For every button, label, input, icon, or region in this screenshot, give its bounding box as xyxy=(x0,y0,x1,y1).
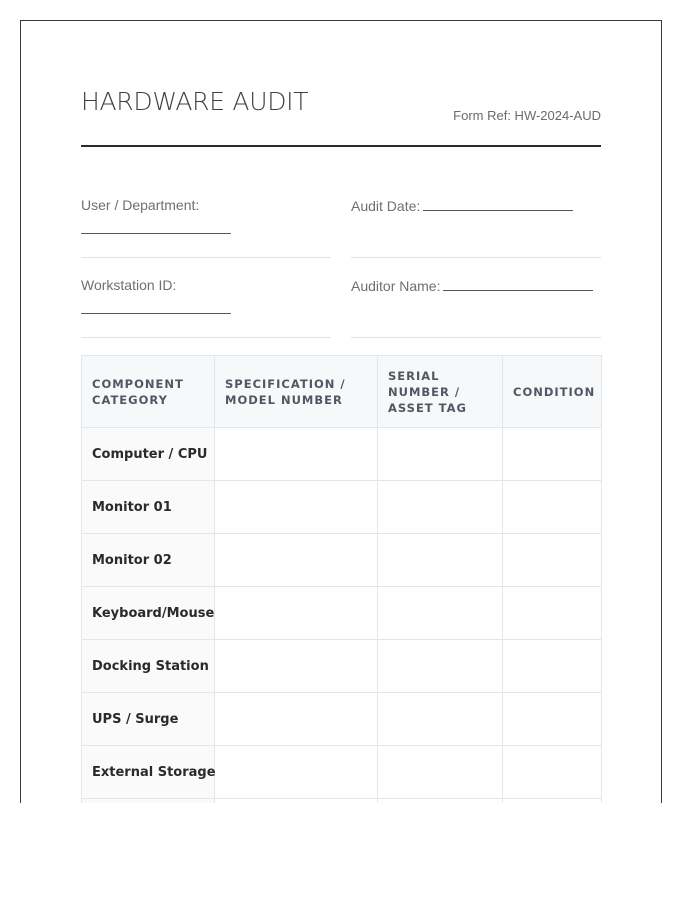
serial-number-cell[interactable] xyxy=(378,534,503,587)
workstation-id-field[interactable] xyxy=(81,277,331,338)
specification-cell[interactable] xyxy=(215,799,378,804)
table-row xyxy=(82,693,602,746)
table-row xyxy=(82,587,602,640)
audit-date-label: Audit Date: xyxy=(351,198,421,214)
specification-cell[interactable] xyxy=(215,640,378,693)
header-component-category: COMPONENT CATEGORY xyxy=(82,356,215,428)
condition-cell[interactable] xyxy=(503,693,602,746)
serial-number-cell[interactable] xyxy=(378,746,503,799)
workstation-id-label: Workstation ID: xyxy=(81,277,177,293)
specification-cell[interactable] xyxy=(215,587,378,640)
component-category-cell xyxy=(82,799,215,804)
header-condition: CONDITION xyxy=(503,356,602,428)
specification-cell[interactable] xyxy=(215,534,378,587)
component-category-cell: UPS / Surge xyxy=(82,693,215,746)
auditor-name-field[interactable] xyxy=(351,277,601,338)
page-title: HARDWARE AUDIT xyxy=(81,87,309,116)
specification-cell[interactable] xyxy=(215,481,378,534)
table-row xyxy=(82,640,602,693)
component-category-cell: Docking Station xyxy=(82,640,215,693)
component-category-cell: Keyboard/Mouse xyxy=(82,587,215,640)
workstation-id-blank[interactable] xyxy=(81,299,231,314)
condition-cell[interactable] xyxy=(503,587,602,640)
serial-number-cell[interactable] xyxy=(378,587,503,640)
serial-number-cell[interactable] xyxy=(378,428,503,481)
specification-cell[interactable] xyxy=(215,428,378,481)
serial-number-cell[interactable] xyxy=(378,640,503,693)
table-row xyxy=(82,534,602,587)
condition-cell[interactable] xyxy=(503,746,602,799)
table-header-row xyxy=(82,356,602,428)
component-category-cell: Monitor 01 xyxy=(82,481,215,534)
form-header xyxy=(81,87,601,147)
condition-cell[interactable] xyxy=(503,799,602,804)
form-reference: Form Ref: HW-2024-AUD xyxy=(453,108,601,123)
serial-number-cell[interactable] xyxy=(378,693,503,746)
auditor-name-label: Auditor Name: xyxy=(351,278,441,294)
user-department-blank[interactable] xyxy=(81,219,231,234)
user-department-label: User / Department: xyxy=(81,197,200,213)
condition-cell[interactable] xyxy=(503,481,602,534)
hardware-audit-table xyxy=(81,355,602,803)
specification-cell[interactable] xyxy=(215,693,378,746)
table-row xyxy=(82,799,602,804)
component-category-cell: Computer / CPU xyxy=(82,428,215,481)
component-category-cell: External Storage xyxy=(82,746,215,799)
auditor-name-blank[interactable] xyxy=(443,277,593,291)
condition-cell[interactable] xyxy=(503,534,602,587)
audit-date-blank[interactable] xyxy=(423,197,573,211)
condition-cell[interactable] xyxy=(503,428,602,481)
header-specification: SPECIFICATION / MODEL NUMBER xyxy=(215,356,378,428)
header-serial-number: SERIAL NUMBER / ASSET TAG xyxy=(378,356,503,428)
table-row xyxy=(82,428,602,481)
user-department-field[interactable] xyxy=(81,197,331,258)
table-row xyxy=(82,746,602,799)
audit-form-page xyxy=(20,20,662,803)
specification-cell[interactable] xyxy=(215,746,378,799)
serial-number-cell[interactable] xyxy=(378,481,503,534)
condition-cell[interactable] xyxy=(503,640,602,693)
serial-number-cell[interactable] xyxy=(378,799,503,804)
component-category-cell: Monitor 02 xyxy=(82,534,215,587)
audit-date-field[interactable] xyxy=(351,197,601,258)
table-row xyxy=(82,481,602,534)
